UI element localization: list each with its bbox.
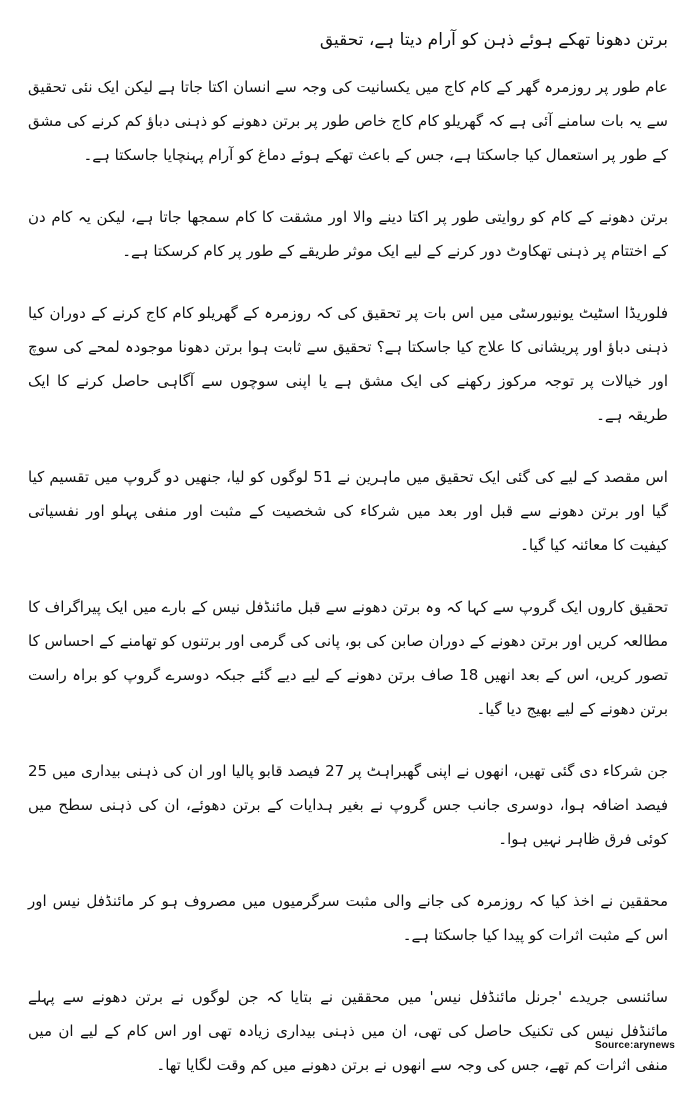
article-paragraph: اس مقصد کے لیے کی گئی ایک تحقیق میں ماہرین نے 51 لوگوں کو لیا، جنھیں دو گروپ میں تقسیم کیا گیا اور برتن دھونے سے قبل اور بعد میں شرکاء کی شخصیت کے مثبت اور منفی پہلو اور نفسیاتی کیفیت کا معائنہ کیا گیا۔ <box>28 468 668 554</box>
article-paragraph: محققین نے اخذ کیا کہ روزمرہ کی جانے والی مثبت سرگرمیوں میں مصروف ہو کر مائنڈفل نیس اور اس کے مثبت اثرات کو پیدا کیا جاسکتا ہے۔ <box>28 892 668 944</box>
article-paragraph: تحقیق کاروں ایک گروپ سے کہا کہ وہ برتن دھونے سے قبل مائنڈفل نیس کے بارے میں ایک پیراگراف کا مطالعہ کریں اور برتن دھونے کے دوران صابن کی بو، پانی کی گرمی اور برتنوں کو تھامنے کے احساس کا تصور کریں، اس کے بعد انھیں 18 صاف برتن دھونے کے لیے دیے گئے جبکہ دوسرے گروپ کو براہ راست برتن دھونے کے لیے بھیج دیا گیا۔ <box>28 598 668 718</box>
article-paragraph: عام طور پر روزمرہ گھر کے کام کاج میں یکسانیت کی وجہ سے انسان اکتا جاتا ہے لیکن ایک نئی تحقیق سے یہ بات سامنے آئی ہے کہ گھریلو کام کاج خاص طور پر برتن دھونے کو ذہنی دباؤ کم کرنے کی مشق کے طور پر استعمال کیا جاسکتا ہے، جس کے باعث تھکے ہوئے دماغ کو آرام پہنچایا جاسکتا ہے۔ <box>28 78 668 164</box>
article-paragraph: فلوریڈا اسٹیٹ یونیورسٹی میں اس بات پر تحقیق کی کہ روزمرہ کے گھریلو کام کاج کرنے کے دوران کیا ذہنی دباؤ اور پریشانی کا علاج کیا جاسکتا ہے؟ تحقیق سے ثابت ہوا برتن دھونا موجودہ لمحے کی سوچ اور خیالات پر توجہ مرکوز رکھنے کی ایک مشق ہے یا اپنی سوچوں سے آگاہی حاصل کرنے کا ایک طریقہ ہے۔ <box>28 304 668 424</box>
article-paragraph: سائنسی جریدے 'جرنل مائنڈفل نیس' میں محققین نے بتایا کہ جن لوگوں نے برتن دھونے سے پہلے مائنڈفل نیس کی تکنیک حاصل کی تھی، ان میں ذہنی بیداری زیادہ تھی اور اس کام کے لیے ان میں منفی اثرات کم تھے، جس کی وجہ سے انھوں نے برتن دھونے میں کم وقت لگایا تھا۔ <box>28 988 668 1074</box>
article-paragraph: برتن دھونے کے کام کو روایتی طور پر اکتا دینے والا اور مشقت کا کام سمجھا جاتا ہے، لیکن یہ کام دن کے اختتام پر ذہنی تھکاوٹ دور کرنے کے لیے ایک موثر طریقے کے طور پر کام کرسکتا ہے۔ <box>28 208 668 260</box>
source-credit: Source:arynews <box>594 1040 675 1051</box>
article-paragraph: جن شرکاء دی گئی تھیں، انھوں نے اپنی گھبراہٹ پر 27 فیصد قابو پالیا اور ان کی ذہنی بیداری میں 25 فیصد اضافہ ہوا، دوسری جانب جس گروپ نے بغیر ہدایات کے برتن دھوئے، ان کی ذہنی سطح میں کوئی فرق ظاہر نہیں ہوا۔ <box>28 762 668 848</box>
article-headline: برتن دھونا تھکے ہوئے ذہن کو آرام دیتا ہے، تحقیق <box>319 30 668 50</box>
article-body <box>28 26 668 1110</box>
